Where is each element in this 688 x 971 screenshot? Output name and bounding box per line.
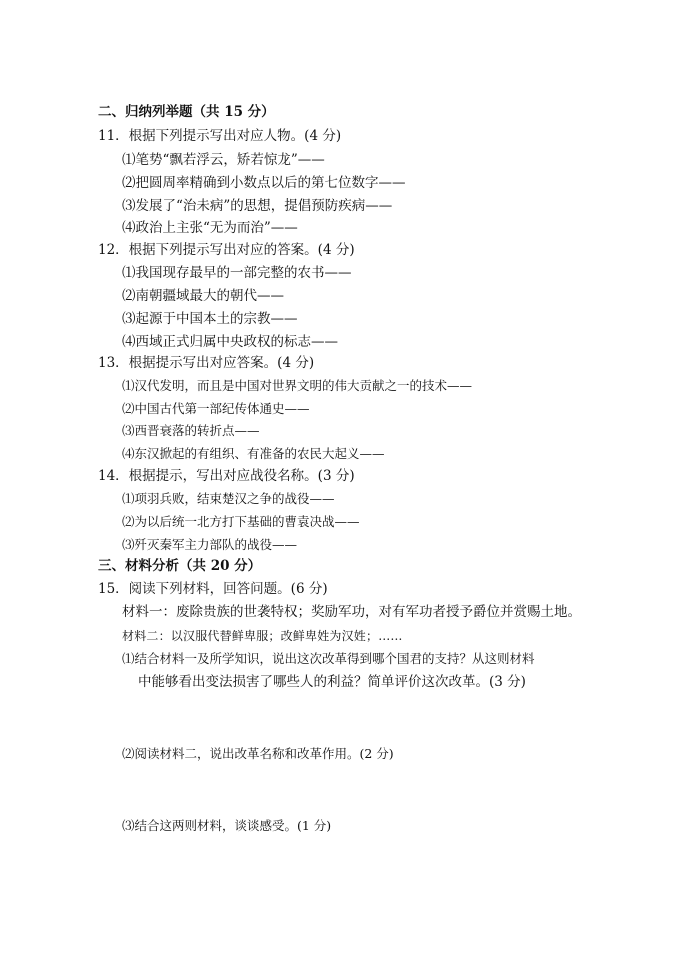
question-15-sub-3: ⑶结合这两则材料，谈谈感受。(1 分) xyxy=(122,818,332,833)
question-13-item-3: ⑶西晋衰落的转折点—— xyxy=(122,423,260,438)
section-3-title: 三、材料分析（共 20 分） xyxy=(98,558,262,574)
question-15-material-1: 材料一：废除贵族的世袭特权；奖励军功，对有军功者授予爵位并赏赐土地。 xyxy=(122,604,581,620)
question-13-item-1: ⑴汉代发明，而且是中国对世界文明的伟大贡献之一的技术—— xyxy=(122,378,473,393)
question-12-item-4: ⑷西域正式归属中央政权的标志—— xyxy=(122,334,338,350)
question-13-item-2: ⑵中国古代第一部纪传体通史—— xyxy=(122,401,310,416)
question-11-stem: 11．根据下列提示写出对应人物。(4 分) xyxy=(98,128,342,144)
question-11-item-2: ⑵把圆周率精确到小数点以后的第七位数字—— xyxy=(122,175,406,191)
question-15-stem: 15．阅读下列材料，回答问题。(6 分) xyxy=(98,581,328,597)
question-14-stem: 14．根据提示，写出对应战役名称。(3 分) xyxy=(98,468,355,484)
question-12-item-1: ⑴我国现存最早的一部完整的农书—— xyxy=(122,265,352,281)
question-12-item-3: ⑶起源于中国本土的宗教—— xyxy=(122,311,298,327)
question-12-stem: 12．根据下列提示写出对应的答案。(4 分) xyxy=(98,242,355,258)
question-15-material-2: 材料二：以汉服代替鲜卑服；改鲜卑姓为汉姓；…… xyxy=(122,629,403,643)
question-14-item-1: ⑴项羽兵败，结束楚汉之争的战役—— xyxy=(122,491,335,506)
question-11-item-4: ⑷政治上主张“无为而治”—— xyxy=(122,220,298,236)
question-12-item-2: ⑵南朝疆域最大的朝代—— xyxy=(122,288,284,304)
question-14-item-3: ⑶歼灭秦军主力部队的战役—— xyxy=(122,537,298,552)
question-15-sub-1-line-1: ⑴结合材料一及所学知识，说出这次改革得到哪个国君的支持？从这则材料 xyxy=(122,651,535,666)
question-15-sub-2: ⑵阅读材料二，说出改革名称和改革作用。(2 分) xyxy=(122,746,394,761)
question-11-item-1: ⑴笔势“飘若浮云，矫若惊龙”—— xyxy=(122,152,325,168)
section-2-title: 二、归纳列举题（共 15 分） xyxy=(98,104,275,120)
question-13-stem: 13．根据提示写出对应答案。(4 分) xyxy=(98,355,315,371)
question-15-sub-1-line-2: 中能够看出变法损害了哪些人的利益？简单评价这次改革。(3 分) xyxy=(138,674,526,690)
question-13-item-4: ⑷东汉掀起的有组织、有准备的农民大起义—— xyxy=(122,446,385,461)
question-11-item-3: ⑶发展了“治未病”的思想，提倡预防疾病—— xyxy=(122,198,393,214)
question-14-item-2: ⑵为以后统一北方打下基础的曹袁决战—— xyxy=(122,514,360,529)
